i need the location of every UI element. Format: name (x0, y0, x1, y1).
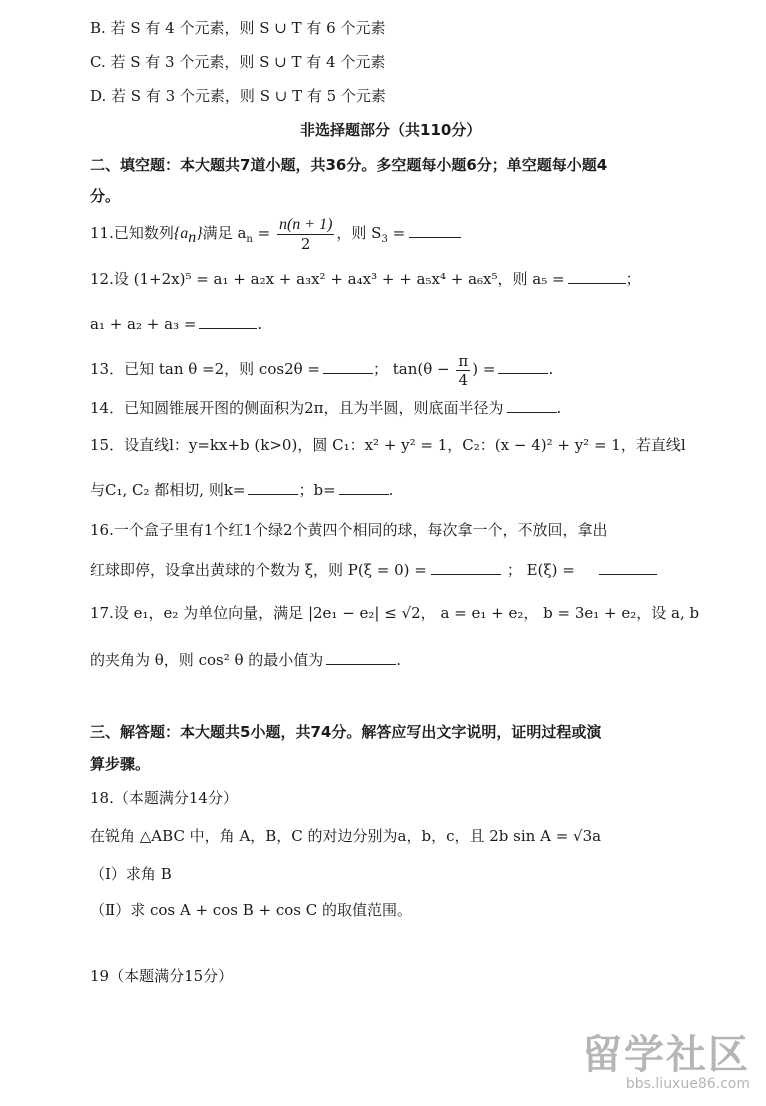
answer-blank[interactable] (323, 359, 373, 374)
question-12-line2: a₁ + a₂ + a₃ = . (90, 315, 263, 333)
solve-header: 三、解答题：本大题共5小题，共74分。解答应写出文字说明，证明过程或演 (90, 723, 602, 741)
question-18-part2: （Ⅱ）求 cos A + cos B + cos C 的取值范围。 (90, 901, 412, 919)
answer-blank[interactable] (498, 359, 548, 374)
question-15-line1: 15．设直线l：y=kx+b (k>0)，圆 C₁：x² + y² = 1，C₂：(x − 4)² + y² = 1，若直线l (90, 436, 686, 454)
question-19-title: 19（本题满分15分） (90, 967, 234, 985)
option-c: C. 若 S 有 3 个元素，则 S ∪ T 有 4 个元素 (90, 53, 386, 71)
part2-title: 非选择题部分（共110分） (300, 121, 482, 139)
fraction: $\frac{n(n + 1)}{2}$ (278, 215, 333, 253)
answer-blank[interactable] (409, 223, 461, 238)
answer-blank[interactable] (199, 314, 257, 329)
answer-blank[interactable] (326, 650, 396, 665)
option-d: D. 若 S 有 3 个元素，则 S ∪ T 有 5 个元素 (90, 87, 386, 105)
question-12-line1: 12.设 (1+2x)⁵ = a₁ + a₂x + a₃x² + a₄x³ + + a₅x⁴ + a₆x⁵，则 a₅ = ； (90, 270, 641, 288)
option-b: B. 若 S 有 4 个元素，则 S ∪ T 有 6 个元素 (90, 19, 386, 37)
question-15-line2: 与C₁, C₂ 都相切, 则k= ；b= . (90, 481, 394, 499)
watermark (582, 1023, 750, 1092)
answer-blank[interactable] (248, 480, 298, 495)
question-13: 13．已知 tan θ =2，则 cos2θ = ； tan(θ − $\frac{\pi}{4}$ ) = . (90, 351, 554, 389)
question-16-line1: 16.一个盒子里有1个红1个绿2个黄四个相同的球，每次拿一个，不放回，拿出 (90, 521, 608, 539)
answer-blank[interactable] (507, 398, 557, 413)
question-18-title: 18.（本题满分14分） (90, 789, 238, 807)
question-18-text: 在锐角 △ABC 中，角 A，B，C 的对边分别为a，b，c，且 2b sin A = √3a (90, 827, 602, 845)
question-17-line2: 的夹角为 θ，则 cos² θ 的最小值为 . (90, 651, 402, 669)
question-18-part1: （Ⅰ）求角 B (90, 865, 172, 883)
question-14: 14．已知圆锥展开图的侧面积为2π，且为半圆，则底面半径为 . (90, 399, 562, 417)
fill-header: 二、填空题：本大题共7道小题，共36分。多空题每小题6分；单空题每小题4 (90, 156, 608, 174)
solve-header-cont: 算步骤。 (90, 755, 151, 773)
answer-blank[interactable] (568, 269, 626, 284)
question-16-line2: 红球即停，设拿出黄球的个数为 ξ，则 P(ξ = 0) = ； E(ξ) = (90, 560, 657, 580)
answer-blank[interactable] (339, 480, 389, 495)
question-11: 11.已知数列$\{a_n\}$满足 $a_n$ = $\frac{n(n + 1)}{2}$ ，则 $S_3$ = (90, 213, 461, 260)
watermark-url: bbs.liuxue86.com (625, 1076, 750, 1092)
question-17-line1: 17.设 e₁，e₂ 为单位向量，满足 |2e₁ − e₂| ≤ √2， a = e₁ + e₂， b = 3e₁ + e₂，设 a, b (90, 604, 700, 622)
fill-header-cont: 分。 (90, 187, 121, 205)
answer-blank[interactable] (431, 560, 501, 575)
answer-blank[interactable] (599, 560, 657, 575)
fraction: $\frac{\pi}{4}$ (458, 351, 469, 389)
watermark-logo: 留学社区 (582, 1032, 750, 1078)
